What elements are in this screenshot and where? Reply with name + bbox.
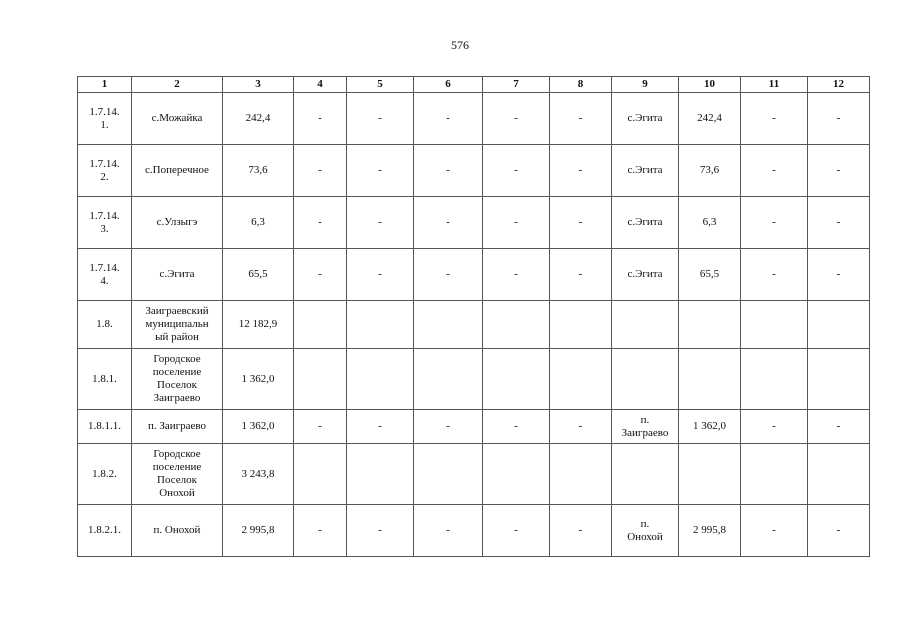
table-cell: - bbox=[483, 249, 550, 301]
table-row bbox=[78, 93, 870, 145]
table-cell: 1 362,0 bbox=[223, 349, 294, 410]
table-cell: с.Можайка bbox=[132, 93, 223, 145]
column-header-6: 6 bbox=[414, 77, 483, 93]
column-header-11: 11 bbox=[741, 77, 808, 93]
table-cell: 65,5 bbox=[223, 249, 294, 301]
table-cell: - bbox=[414, 410, 483, 444]
table-cell: - bbox=[741, 410, 808, 444]
table-cell bbox=[294, 444, 347, 505]
table-cell: - bbox=[347, 410, 414, 444]
table-cell: п. Заиграево bbox=[132, 410, 223, 444]
table-cell: - bbox=[294, 145, 347, 197]
column-header-7: 7 bbox=[483, 77, 550, 93]
column-header-9: 9 bbox=[612, 77, 679, 93]
table-cell: 242,4 bbox=[679, 93, 741, 145]
table-cell bbox=[612, 444, 679, 505]
table-cell: 6,3 bbox=[223, 197, 294, 249]
table-cell: - bbox=[550, 410, 612, 444]
table-cell: - bbox=[347, 145, 414, 197]
column-header-2: 2 bbox=[132, 77, 223, 93]
table-row bbox=[78, 505, 870, 557]
table-cell: 3 243,8 bbox=[223, 444, 294, 505]
table-cell: с.Эгита bbox=[612, 145, 679, 197]
table-cell: - bbox=[483, 197, 550, 249]
table-cell: - bbox=[808, 197, 870, 249]
table-cell: - bbox=[483, 410, 550, 444]
table-cell: с.Эгита bbox=[612, 249, 679, 301]
table-row bbox=[78, 444, 870, 505]
table-cell: 12 182,9 bbox=[223, 301, 294, 349]
table-cell bbox=[294, 349, 347, 410]
table-row bbox=[78, 145, 870, 197]
table-cell: - bbox=[483, 145, 550, 197]
table-cell: 1.7.14. 3. bbox=[78, 197, 132, 249]
column-header-1: 1 bbox=[78, 77, 132, 93]
column-header-10: 10 bbox=[679, 77, 741, 93]
table-cell: - bbox=[414, 249, 483, 301]
table-row bbox=[78, 249, 870, 301]
table-cell bbox=[347, 349, 414, 410]
table-cell: 1.7.14. 2. bbox=[78, 145, 132, 197]
table-cell: - bbox=[808, 145, 870, 197]
table-cell bbox=[612, 301, 679, 349]
table-cell: - bbox=[550, 505, 612, 557]
table-cell: - bbox=[414, 505, 483, 557]
column-header-12: 12 bbox=[808, 77, 870, 93]
table-cell: - bbox=[808, 505, 870, 557]
table-cell: 2 995,8 bbox=[223, 505, 294, 557]
table-body bbox=[78, 93, 870, 557]
table-cell: - bbox=[808, 93, 870, 145]
table-cell: 1.8.1.1. bbox=[78, 410, 132, 444]
table-cell: - bbox=[347, 249, 414, 301]
table-cell: - bbox=[741, 249, 808, 301]
table-cell: 1.8.2. bbox=[78, 444, 132, 505]
table-cell: - bbox=[808, 410, 870, 444]
table-cell: с.Улзыгэ bbox=[132, 197, 223, 249]
header-row bbox=[78, 77, 870, 93]
table-cell: - bbox=[414, 145, 483, 197]
table-cell: - bbox=[483, 93, 550, 145]
table-cell bbox=[347, 301, 414, 349]
table-cell bbox=[808, 444, 870, 505]
table-cell: 1.8.2.1. bbox=[78, 505, 132, 557]
table-cell: - bbox=[294, 197, 347, 249]
table-cell: - bbox=[550, 93, 612, 145]
table-cell bbox=[483, 301, 550, 349]
table-cell bbox=[679, 444, 741, 505]
table-cell bbox=[612, 349, 679, 410]
table-cell: - bbox=[414, 197, 483, 249]
table-cell bbox=[808, 349, 870, 410]
table-cell: с.Эгита bbox=[612, 197, 679, 249]
table-cell: - bbox=[808, 249, 870, 301]
table-cell bbox=[808, 301, 870, 349]
table-cell: п. Заиграево bbox=[612, 410, 679, 444]
table-cell: - bbox=[294, 410, 347, 444]
table-cell bbox=[483, 444, 550, 505]
table-cell: - bbox=[483, 505, 550, 557]
table-cell bbox=[414, 444, 483, 505]
column-header-4: 4 bbox=[294, 77, 347, 93]
table-cell: 1 362,0 bbox=[223, 410, 294, 444]
table-cell: 1 362,0 bbox=[679, 410, 741, 444]
table-cell: 2 995,8 bbox=[679, 505, 741, 557]
table-cell: 65,5 bbox=[679, 249, 741, 301]
table-row bbox=[78, 410, 870, 444]
table-cell: - bbox=[347, 93, 414, 145]
table-cell: - bbox=[550, 249, 612, 301]
page-number: 576 bbox=[451, 38, 469, 52]
table-cell: - bbox=[347, 197, 414, 249]
table-cell: Городское поселение Поселок Онохой bbox=[132, 444, 223, 505]
table-cell: с.Поперечное bbox=[132, 145, 223, 197]
table-cell: 1.8. bbox=[78, 301, 132, 349]
table-cell: 1.7.14. 1. bbox=[78, 93, 132, 145]
table-cell: - bbox=[294, 93, 347, 145]
table-cell: - bbox=[294, 249, 347, 301]
table-cell: 6,3 bbox=[679, 197, 741, 249]
table-cell: - bbox=[741, 145, 808, 197]
table-cell: п. Онохой bbox=[612, 505, 679, 557]
table-cell bbox=[741, 301, 808, 349]
table-cell bbox=[550, 349, 612, 410]
table-cell: - bbox=[741, 93, 808, 145]
table-cell: 1.8.1. bbox=[78, 349, 132, 410]
table-cell: - bbox=[550, 145, 612, 197]
table-cell bbox=[294, 301, 347, 349]
table-row bbox=[78, 301, 870, 349]
table-cell: с.Эгита bbox=[612, 93, 679, 145]
table-cell: с.Эгита bbox=[132, 249, 223, 301]
table-cell: п. Онохой bbox=[132, 505, 223, 557]
table-cell: 73,6 bbox=[679, 145, 741, 197]
table-cell: - bbox=[550, 197, 612, 249]
column-header-3: 3 bbox=[223, 77, 294, 93]
table-cell bbox=[414, 301, 483, 349]
table-cell bbox=[679, 301, 741, 349]
data-table bbox=[77, 76, 870, 557]
table-cell: - bbox=[414, 93, 483, 145]
table-cell bbox=[483, 349, 550, 410]
table-cell: Заиграевский муниципальн ый район bbox=[132, 301, 223, 349]
table-cell: - bbox=[741, 505, 808, 557]
table-row bbox=[78, 349, 870, 410]
table-cell bbox=[679, 349, 741, 410]
table-cell: 73,6 bbox=[223, 145, 294, 197]
table-cell: Городское поселение Поселок Заиграево bbox=[132, 349, 223, 410]
table-cell bbox=[550, 301, 612, 349]
table-cell: 1.7.14. 4. bbox=[78, 249, 132, 301]
table-cell: - bbox=[347, 505, 414, 557]
column-header-5: 5 bbox=[347, 77, 414, 93]
table-cell: - bbox=[294, 505, 347, 557]
table-cell: 242,4 bbox=[223, 93, 294, 145]
table-cell bbox=[414, 349, 483, 410]
table-cell bbox=[550, 444, 612, 505]
table-row bbox=[78, 197, 870, 249]
table-cell bbox=[741, 444, 808, 505]
table-cell bbox=[741, 349, 808, 410]
column-header-8: 8 bbox=[550, 77, 612, 93]
table-cell: - bbox=[741, 197, 808, 249]
table-cell bbox=[347, 444, 414, 505]
